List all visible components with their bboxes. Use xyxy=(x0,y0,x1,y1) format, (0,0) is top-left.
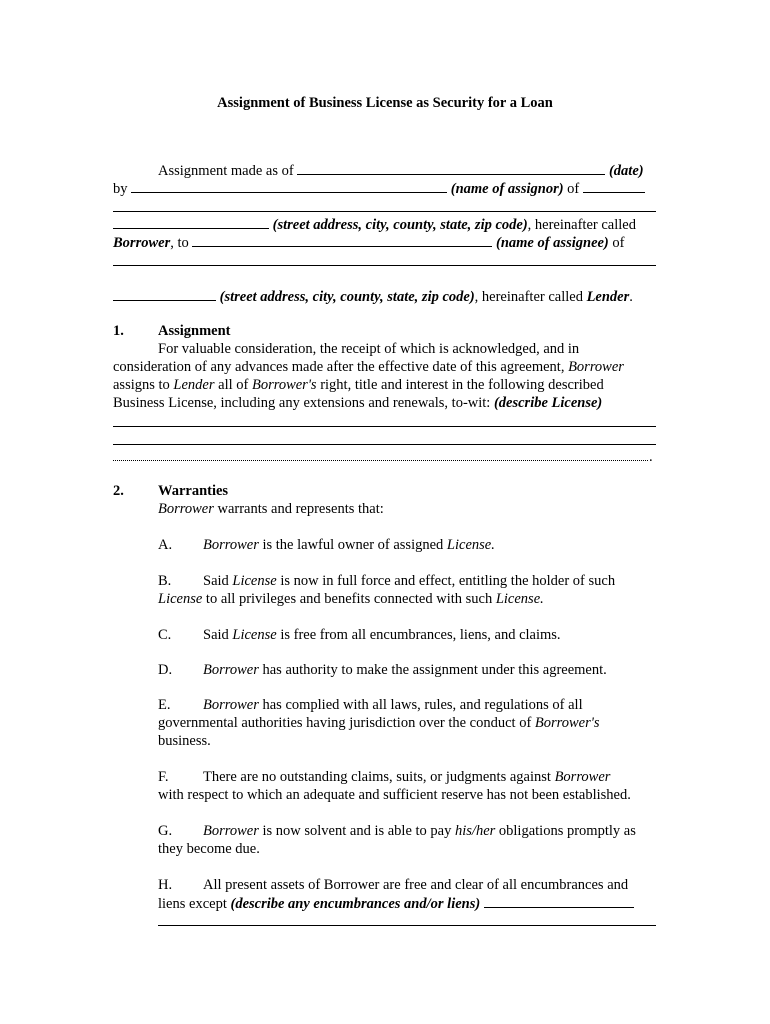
section-1-line-4 xyxy=(113,394,602,412)
warranty-h-line-2 xyxy=(158,894,634,913)
we-borrowers: Borrower's xyxy=(534,715,600,731)
we-text: has complied with all laws, rules, and regulations of all xyxy=(262,697,583,713)
wb-text: is now in full force and effect, entitling the holder of such xyxy=(280,573,616,589)
describe-license-label: (describe License) xyxy=(493,395,603,411)
encumbrances-line-2[interactable] xyxy=(158,925,656,926)
assignee-name-blank[interactable] xyxy=(192,233,492,247)
by-text: by xyxy=(113,181,128,197)
warranty-g-line-1 xyxy=(203,822,636,840)
assignor-address-blank[interactable] xyxy=(113,215,269,229)
assignor-address-line[interactable] xyxy=(113,211,656,212)
intro-line-3 xyxy=(113,215,636,234)
of-text: of xyxy=(567,181,580,197)
warranty-d-text xyxy=(203,661,607,679)
section-2-number: 2. xyxy=(113,483,124,499)
warranty-f-letter: F. xyxy=(158,769,169,785)
license-description-line-2[interactable] xyxy=(113,444,656,445)
wf-text: There are no outstanding claims, suits, or judgments against xyxy=(203,769,551,785)
intro-line-1 xyxy=(158,161,644,180)
warranty-c-text xyxy=(203,626,561,644)
assignor-address-label: (street address, city, county, state, zip code) xyxy=(272,217,528,233)
section-2-heading: Warranties xyxy=(158,483,229,499)
s1-borrowers-term: Borrower's xyxy=(251,377,317,393)
wg-text: is now solvent and is able to pay xyxy=(262,823,452,839)
s1-l2-text: consideration of any advances made after the effective date of this agreement, xyxy=(113,359,565,375)
encumbrances-blank[interactable] xyxy=(484,894,634,908)
warranty-h-line-1: All present assets of Borrower are free and clear of all encumbrances and xyxy=(203,877,629,893)
license-description-period: . xyxy=(649,449,653,465)
wf-borrower: Borrower xyxy=(554,769,611,785)
license-description-line-3[interactable] xyxy=(113,460,648,461)
lender-term: Lender xyxy=(586,289,630,305)
wb-text-2: to all privileges and benefits connected with such xyxy=(205,591,493,607)
assignee-address-line[interactable] xyxy=(113,265,656,266)
warranty-e-line-1 xyxy=(203,696,583,714)
wa-borrower: Borrower xyxy=(203,537,259,553)
warranty-f-line-1 xyxy=(203,768,610,786)
warranty-d-letter: D. xyxy=(158,662,173,678)
document-title: Assignment of Business License as Security for a Loan xyxy=(217,95,553,111)
warranty-e-line-2 xyxy=(158,714,600,732)
assignee-address-blank[interactable] xyxy=(113,287,216,301)
of-text-2: of xyxy=(612,235,625,251)
comma-to-text: , to xyxy=(170,235,189,251)
wg-text-2: obligations promptly as xyxy=(498,823,636,839)
warranty-a-text xyxy=(203,536,495,554)
warranty-h-letter: H. xyxy=(158,877,173,893)
intro-line-2 xyxy=(113,179,645,198)
s1-l3-text-a: assigns to xyxy=(113,377,170,393)
we-text-2: governmental authorities having jurisdiction over the conduct of xyxy=(158,715,532,731)
section-2-intro xyxy=(158,500,384,518)
warranty-g-line-2: they become due. xyxy=(158,841,260,857)
describe-encumbrances-label: (describe any encumbrances and/or liens) xyxy=(230,896,481,912)
wd-text: has authority to make the assignment under this agreement. xyxy=(262,662,607,678)
s1-l3-text-e: right, title and interest in the following described xyxy=(320,377,604,393)
wc-license: License xyxy=(232,627,277,643)
wh-text: liens except xyxy=(158,896,227,912)
assignor-label: (name of assignor) xyxy=(450,181,564,197)
wg-borrower: Borrower xyxy=(203,823,259,839)
wa-text: is the lawful owner of assigned xyxy=(262,537,444,553)
section-1-line-2 xyxy=(113,358,624,376)
wb-license-3: License. xyxy=(495,591,544,607)
period: . xyxy=(629,289,633,305)
assignee-label: (name of assignee) xyxy=(496,235,609,251)
assignor-name-blank[interactable] xyxy=(131,179,447,193)
hereinafter-called-lender-text: , hereinafter called xyxy=(474,289,583,305)
s1-l3-text-c: all of xyxy=(218,377,249,393)
hereinafter-called-text: , hereinafter called xyxy=(527,217,636,233)
wg-hisher: his/her xyxy=(455,823,496,839)
assignment-made-text: Assignment made as of xyxy=(158,163,294,179)
warranty-e-letter: E. xyxy=(158,697,171,713)
warranty-b-line-1 xyxy=(203,572,615,590)
date-blank[interactable] xyxy=(297,161,605,175)
borrower-term: Borrower xyxy=(113,235,171,251)
intro-line-5 xyxy=(113,287,633,306)
s2-intro-text: warrants and represents that: xyxy=(217,501,384,517)
section-1-line-1: For valuable consideration, the receipt of which is acknowledged, and in xyxy=(158,341,580,357)
wb-license: License xyxy=(232,573,277,589)
wa-license: License. xyxy=(446,537,495,553)
assignor-of-blank[interactable] xyxy=(583,179,645,193)
s1-borrower-term: Borrower xyxy=(568,359,624,375)
warranty-f-line-2: with respect to which an adequate and sufficient reserve has not been established. xyxy=(158,787,631,803)
assignee-address-label: (street address, city, county, state, zip code) xyxy=(219,289,475,305)
intro-line-4 xyxy=(113,233,624,252)
license-description-line-1[interactable] xyxy=(113,426,656,427)
section-1-number: 1. xyxy=(113,323,124,339)
warranty-e-line-3: business. xyxy=(158,733,211,749)
section-1-line-3 xyxy=(113,376,604,394)
s1-l4-text: Business License, including any extensions and renewals, to-wit: xyxy=(113,395,491,411)
wb-license-2: License xyxy=(158,591,203,607)
warranty-b-letter: B. xyxy=(158,573,172,589)
s1-lender-term: Lender xyxy=(173,377,215,393)
warranty-c-letter: C. xyxy=(158,627,172,643)
we-borrower: Borrower xyxy=(203,697,259,713)
wc-said: Said xyxy=(203,627,229,643)
warranty-g-letter: G. xyxy=(158,823,173,839)
wc-text: is free from all encumbrances, liens, and claims. xyxy=(280,627,561,643)
section-1-heading: Assignment xyxy=(158,323,231,339)
warranty-b-line-2 xyxy=(158,590,544,608)
warranty-a-letter: A. xyxy=(158,537,173,553)
s2-borrower-term: Borrower xyxy=(158,501,214,517)
date-label: (date) xyxy=(608,163,644,179)
wb-said: Said xyxy=(203,573,229,589)
wd-borrower: Borrower xyxy=(203,662,259,678)
